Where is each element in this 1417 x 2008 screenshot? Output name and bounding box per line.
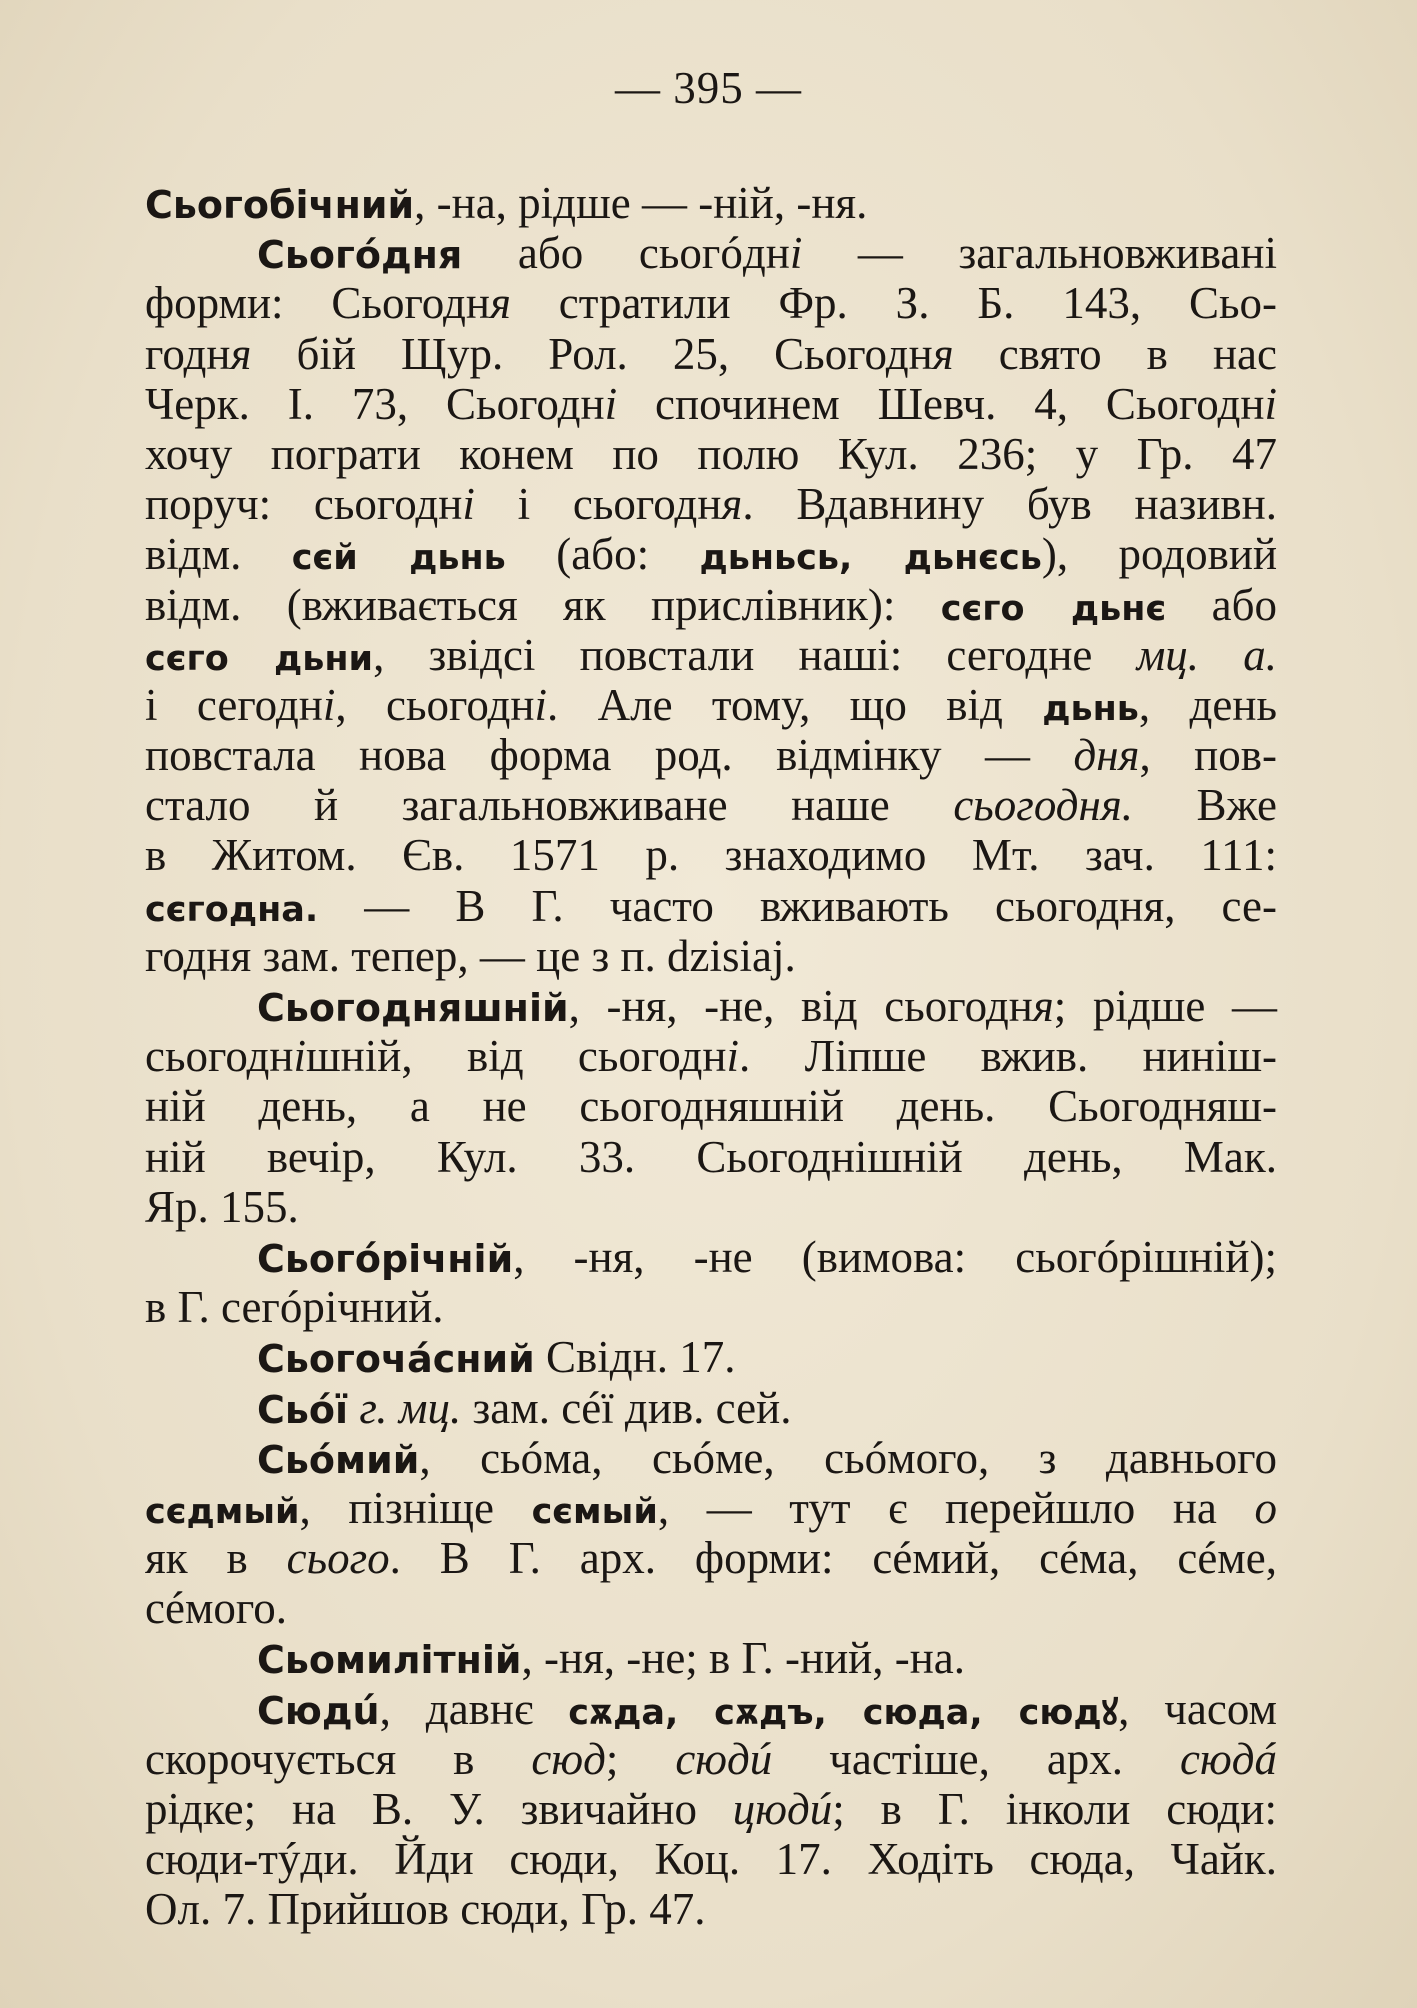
text-line — [145, 1533, 1277, 1583]
text-line — [145, 780, 1277, 830]
italic-text: мц. а. — [1136, 629, 1277, 680]
text-line — [145, 429, 1277, 479]
text-run: . Але тому, що від — [547, 679, 1043, 730]
text-run: і сегодн — [145, 679, 323, 730]
text-run: свято в нас — [953, 328, 1277, 379]
text-run: . Ліпше вжив. нинiш- — [738, 1031, 1277, 1082]
text-line — [145, 1132, 1277, 1182]
italic-text: г. мц. — [359, 1382, 462, 1433]
text-line — [145, 981, 1277, 1031]
old-slavonic-form: сєго дьни — [145, 638, 374, 679]
text-line — [145, 329, 1277, 379]
text-line — [145, 228, 1277, 278]
old-slavonic-form: дьнь — [1042, 688, 1139, 729]
italic-text: сюдú — [675, 1733, 773, 1784]
headword: Сьомилітній — [257, 1638, 522, 1683]
text-line — [145, 529, 1277, 579]
text-line — [145, 1884, 1277, 1934]
text-line — [145, 931, 1277, 981]
italic-text: сюд — [531, 1733, 606, 1784]
text-line — [145, 830, 1277, 880]
text-run: Черк. І. 73, Сьогодн — [145, 378, 605, 429]
old-slavonic-form: сѫда, сѫдъ, сюда, сюдꙋ — [568, 1692, 1119, 1733]
text-run: , давнє — [379, 1683, 569, 1734]
text-run: рідке; на В. У. звичайно — [145, 1784, 733, 1834]
headword: Сюдú — [257, 1688, 380, 1733]
text-run: шній, від сьогодн — [306, 1031, 727, 1082]
text-line — [145, 1583, 1277, 1633]
text-run: повстала нова форма род. відмінку — — [145, 730, 1074, 781]
old-slavonic-form: сєго дьнє — [940, 588, 1167, 629]
text-run: . Вдавнину був називн. — [742, 479, 1278, 530]
text-line — [145, 680, 1277, 730]
italic-text: сього — [286, 1533, 390, 1584]
text-line — [145, 1383, 1277, 1433]
text-run: частіше, арх. — [772, 1733, 1181, 1784]
text-run: годня зам. тепер, — це з п. dzisiaj. — [145, 930, 796, 981]
text-run: спочинем Шевч. 4, Сьогодн — [617, 378, 1265, 429]
text-run: як в — [145, 1533, 287, 1584]
text-run: ; в Г. інколи сюди: — [832, 1784, 1277, 1834]
text-run: , часом — [1118, 1683, 1278, 1734]
italic-text: і — [293, 1031, 307, 1082]
text-run: сéмого. — [145, 1583, 288, 1634]
text-run: стратили Фр. З. Б. 143, Сьо- — [510, 278, 1277, 329]
italic-text: сьогодня. — [953, 780, 1133, 831]
text-line — [145, 1483, 1277, 1533]
text-run: , сьогодн — [335, 679, 535, 730]
text-run: і сьогодн — [474, 479, 722, 530]
text-run: — В Г. часто вживають сьогодня, се- — [318, 880, 1277, 931]
text-run: або сьогóдн — [462, 228, 790, 279]
text-run: скорочується в — [145, 1733, 532, 1784]
text-line — [145, 1633, 1277, 1683]
text-run: , — тут є перейшло на — [657, 1482, 1255, 1533]
page-number: — 395 — — [615, 63, 802, 113]
text-run: в Г. сегóрічний. — [145, 1282, 444, 1333]
italic-text: і — [604, 378, 618, 429]
text-line — [145, 1332, 1277, 1382]
headword: Сьогочáсний — [257, 1337, 535, 1382]
text-run — [348, 1383, 359, 1433]
old-slavonic-form: дьньсь, дьнєсь — [699, 538, 1042, 579]
text-line — [145, 379, 1277, 429]
text-run: в Житом. Єв. 1571 р. знаходимо Мт. зач. 111: — [145, 830, 1277, 881]
text-run: ; рідше — — [1053, 981, 1278, 1031]
text-line — [145, 730, 1277, 780]
text-line — [145, 881, 1277, 931]
italic-text: і — [462, 479, 475, 530]
text-run: Ол. 7. Прийшов сюди, Гр. 47. — [145, 1884, 706, 1935]
headword: Сьогóрічній — [257, 1236, 514, 1281]
headword: Сьогобічний — [145, 183, 415, 227]
text-line — [145, 1734, 1277, 1784]
old-slavonic-form: сєгодна. — [145, 889, 319, 930]
italic-text: я — [230, 328, 252, 379]
text-run: відм. (вживається як прислівник): — [145, 579, 941, 630]
headword: Сьогодняшній — [257, 986, 569, 1030]
text-run: годн — [145, 328, 231, 379]
text-run: , звідсі повстали наші: сегодне — [373, 629, 1137, 680]
text-line — [145, 178, 1277, 228]
text-line — [145, 1232, 1277, 1282]
text-line — [145, 479, 1277, 529]
text-run: зам. сéї див. сей. — [461, 1382, 792, 1433]
headword: Сьóмий — [257, 1437, 420, 1482]
text-run: відм. — [145, 529, 292, 580]
text-run: ), родовий — [1041, 529, 1278, 580]
text-run: , -ня, -не; в Г. -ний, -на. — [521, 1633, 966, 1684]
italic-text: я — [721, 479, 743, 530]
text-run: бій Щур. Рол. 25, Сьогодн — [251, 328, 933, 379]
text-line — [145, 1684, 1277, 1734]
text-run: , день — [1138, 679, 1277, 730]
text-run: , сьóма, сьóме, сьóмого, з давнього — [419, 1432, 1277, 1483]
text-run: ; — [605, 1733, 676, 1784]
dictionary-text — [145, 178, 1277, 1935]
text-run: поруч: сьогодн — [145, 479, 463, 530]
text-run: стало й загальновживане наше — [145, 780, 954, 831]
text-run: , -на, рідше — -ній, -ня. — [414, 178, 868, 228]
text-run: Свідн. 17. — [534, 1332, 736, 1383]
text-run: хочу пограти конем по полю Кул. 236; у Гр. 47 — [145, 428, 1277, 479]
italic-text: цюдú — [732, 1784, 833, 1834]
italic-text: і — [1264, 378, 1277, 429]
text-run: , -ня, -не (вимова: сьогóрішній); — [513, 1231, 1277, 1282]
text-run: або — [1166, 579, 1278, 630]
text-run: , -ня, -не, від сьогодн — [568, 981, 1033, 1031]
italic-text: і — [322, 679, 336, 730]
text-line — [145, 1081, 1277, 1131]
text-run: , пізніще — [299, 1482, 532, 1533]
text-line — [145, 1282, 1277, 1332]
text-line — [145, 1834, 1277, 1884]
text-run: сьогодн — [145, 1031, 294, 1082]
old-slavonic-form: сємый — [531, 1491, 658, 1532]
italic-text: о — [1254, 1482, 1277, 1533]
text-line — [145, 1433, 1277, 1483]
text-line — [145, 1182, 1277, 1232]
text-run: ній день, а не сьогодняшній день. Сьогодняш- — [145, 1081, 1277, 1132]
italic-text: я — [489, 278, 511, 329]
headword: Сьогóдня — [257, 233, 463, 278]
text-run: Вже — [1132, 780, 1277, 831]
italic-text: і — [789, 228, 803, 279]
text-run: сюди-тýди. Йди сюди, Коц. 17. Ходіть сюда, Чайк. — [145, 1834, 1277, 1885]
text-line — [145, 278, 1277, 328]
italic-text: я — [932, 328, 954, 379]
text-run: — загальновживані — [802, 228, 1277, 279]
headword: Сьóї — [257, 1387, 349, 1432]
text-line — [145, 580, 1277, 630]
text-line — [145, 1031, 1277, 1081]
text-line — [145, 1784, 1277, 1834]
italic-text: сюдá — [1180, 1733, 1277, 1784]
text-run: форми: Сьогодн — [145, 278, 490, 329]
italic-text: і — [534, 679, 548, 730]
italic-text: я — [1032, 981, 1054, 1031]
text-line — [145, 630, 1277, 680]
text-run: . В Г. арх. форми: сéмий, сéма, сéме, — [389, 1533, 1277, 1584]
old-slavonic-form: сєдмый — [145, 1491, 300, 1532]
old-slavonic-form: сєй дьнь — [291, 538, 506, 579]
text-run: , пов- — [1139, 730, 1277, 781]
italic-text: дня — [1073, 730, 1140, 781]
text-run: (або: — [505, 529, 700, 580]
italic-text: і — [726, 1031, 739, 1082]
text-run: Яр. 155. — [145, 1181, 299, 1232]
text-run: ній вечір, Кул. 33. Сьогоднішній день, Мак. — [145, 1131, 1277, 1182]
